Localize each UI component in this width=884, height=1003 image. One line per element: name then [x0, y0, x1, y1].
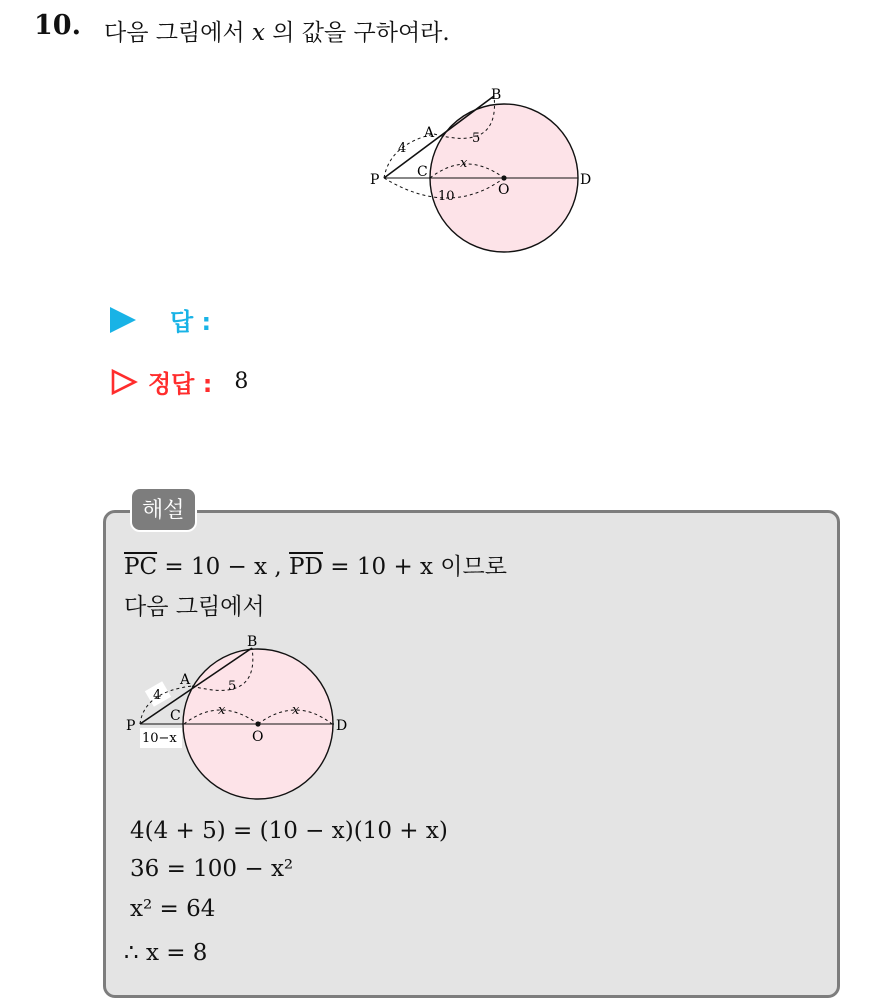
length-5: 5: [228, 679, 237, 694]
question-number: 10.: [34, 10, 81, 41]
answer-row: [110, 302, 211, 337]
question-figure: [360, 82, 610, 262]
correct-answer-row: [110, 364, 248, 399]
length-5: 5: [472, 131, 481, 146]
eq-part-2: = 10 + x 이므로: [322, 554, 507, 580]
length-4: 4: [398, 141, 407, 156]
length-x-right: x: [292, 703, 300, 718]
label-b: B: [491, 87, 502, 103]
label-d: D: [580, 172, 592, 188]
question-text-after: 의 값을 구하여라.: [264, 20, 450, 46]
explanation-line-1: [124, 548, 507, 581]
length-4: 4: [153, 688, 162, 703]
center-point: [501, 175, 506, 180]
label-d: D: [336, 718, 348, 734]
equation-4: ∴ x = 8: [124, 940, 208, 966]
correct-answer-label: 정답 :: [148, 370, 213, 398]
label-a: A: [424, 125, 435, 141]
label-c: C: [170, 708, 181, 724]
center-point: [255, 721, 260, 726]
length-x-left: x: [218, 703, 226, 718]
explanation-figure: [120, 630, 370, 810]
correct-answer-value: 8: [234, 369, 249, 394]
segment-pd: $\overline{PD}$: [289, 554, 323, 580]
explanation-tag: 해설: [130, 487, 197, 532]
eq-part-1: = 10 − x ,: [157, 554, 290, 580]
outline-arrow-icon: [110, 368, 138, 396]
label-o: O: [252, 729, 264, 745]
play-arrow-icon: [110, 307, 136, 333]
label-a: A: [180, 672, 191, 688]
length-x: x: [460, 156, 468, 171]
equation-2: 36 = 100 − x²: [130, 856, 294, 882]
explanation-line-2: 다음 그림에서: [124, 594, 265, 620]
equation-3: x² = 64: [130, 896, 216, 922]
label-c: C: [417, 164, 428, 180]
question-variable: x: [251, 20, 265, 46]
equation-1: 4(4 + 5) = (10 − x)(10 + x): [130, 818, 448, 844]
label-b: B: [247, 634, 258, 650]
label-o: O: [498, 182, 510, 198]
answer-label: 답 :: [170, 308, 212, 336]
label-p: P: [126, 718, 136, 734]
length-10x: 10−x: [142, 731, 177, 746]
label-p: P: [370, 172, 380, 188]
question-text: [104, 14, 450, 47]
question-text-before: 다음 그림에서: [104, 20, 252, 46]
segment-pc: $\overline{PC}$: [124, 554, 158, 580]
length-10: 10: [438, 189, 455, 204]
